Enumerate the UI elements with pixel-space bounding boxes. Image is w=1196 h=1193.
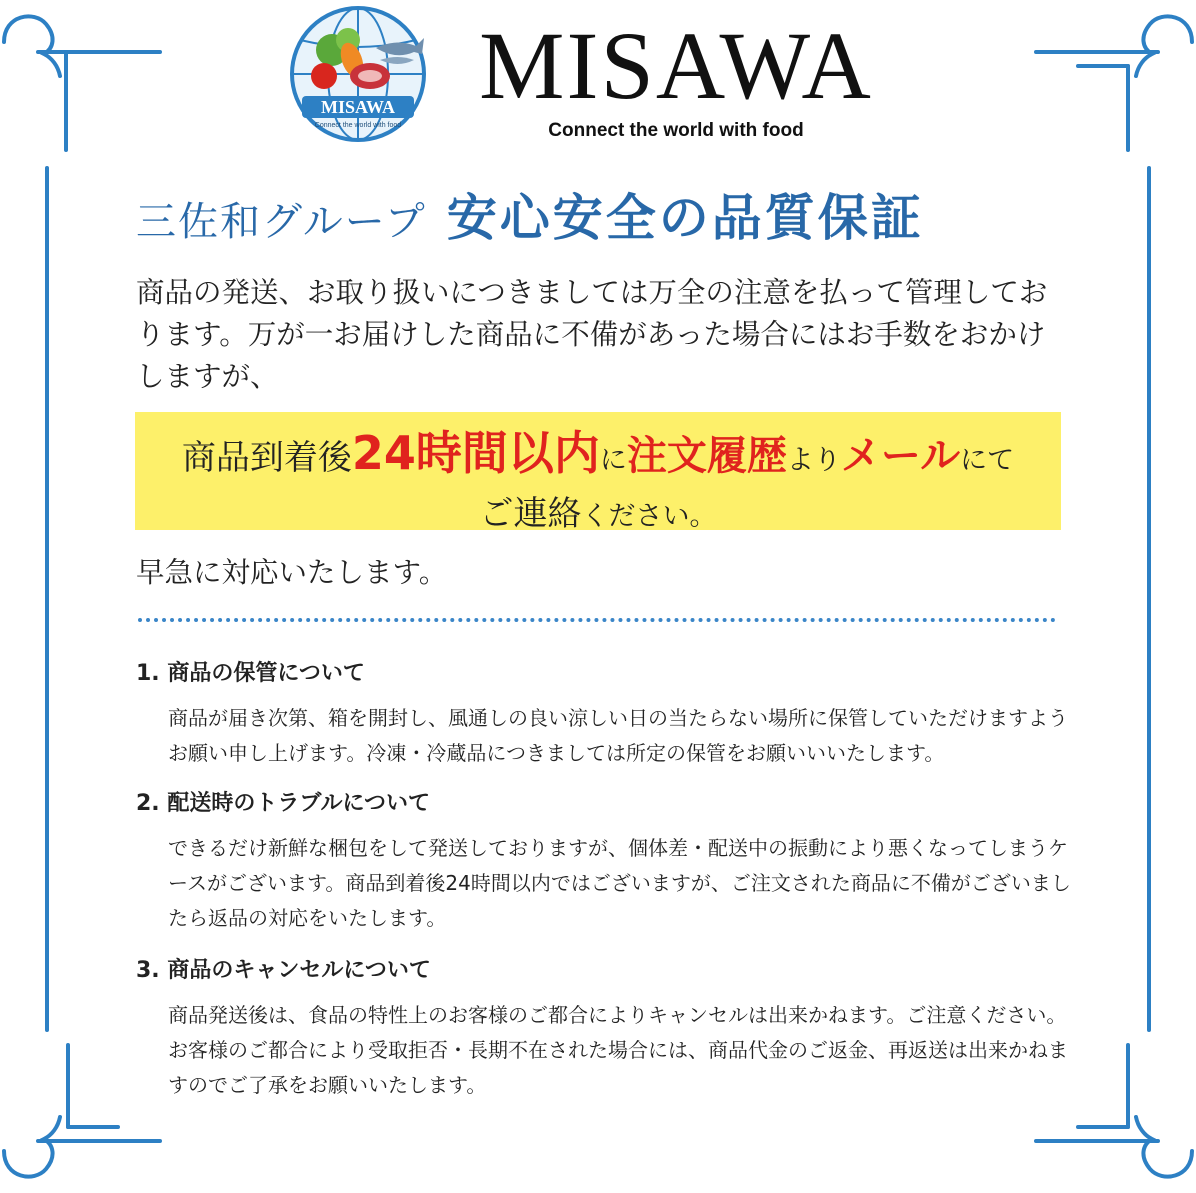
brand-tagline: Connect the world with food [548,120,804,141]
notice-part: 商品到着後 [181,438,352,478]
notice-emphasis: メール [840,433,961,479]
notice-part: より [786,445,841,476]
section-title: 3. 商品のキャンセルについて [136,958,431,983]
intro-text: 商品の発送、お取り扱いにつきましては万全の注意を払って管理しております。万が一お届けした商品に不備があった場合にはお手数をおかけしますが、 [136,276,1048,393]
section-cancellation [136,953,1076,1103]
title-main: 安心安全の品質保証 [446,189,924,247]
logo-subtext: Connect the world with food [314,122,402,129]
section-storage [136,656,1076,771]
notice-part: ご連絡 [479,494,582,534]
brand-name: MISAWA [479,12,873,119]
section-body: できるだけ新鮮な梱包をして発送しておりますが、個体差・配送中の振動により悪くなってしまうケースがございます。商品到着後24時間以内ではございますが、ご注文された商品に不備がございましたら返品の対応をいたします。 [168,836,1071,930]
notice-part: ください。 [581,501,717,532]
page-title [136,178,1076,250]
section-body: 商品発送後は、食品の特性上のお客様のご都合によりキャンセルは出来かねます。ご注意ください。お客様のご都合により受取拒否・長期不在された場合には、商品代金のご返金、再返送は出来かねますのでご了承をお願いいたします。 [168,1003,1068,1097]
section-delivery-trouble [136,786,1076,936]
section-title: 1. 商品の保管について [136,661,365,686]
brand-header [446,12,906,142]
dotted-divider [138,618,1056,622]
section-title: 2. 配送時のトラブルについて [136,791,431,816]
section-body: 商品が届き次第、箱を開封し、風通しの良い涼しい日の当たらない場所に保管していただけますようお願い申し上げます。冷凍・冷蔵品につきましては所定の保管をお願いいいたします。 [168,706,1068,765]
logo-text: MISAWA [320,97,396,117]
notice-emphasis: 注文履歴 [626,433,787,479]
notice-part: にて [960,445,1015,476]
outro-text: 早急に対応いたします。 [136,556,448,589]
misawa-logo-icon [288,4,428,144]
group-name: 三佐和グループ [136,199,427,245]
notice-part: に [599,445,627,476]
notice-emphasis: 24時間以内 [351,426,600,480]
highlight-notice [135,412,1061,534]
